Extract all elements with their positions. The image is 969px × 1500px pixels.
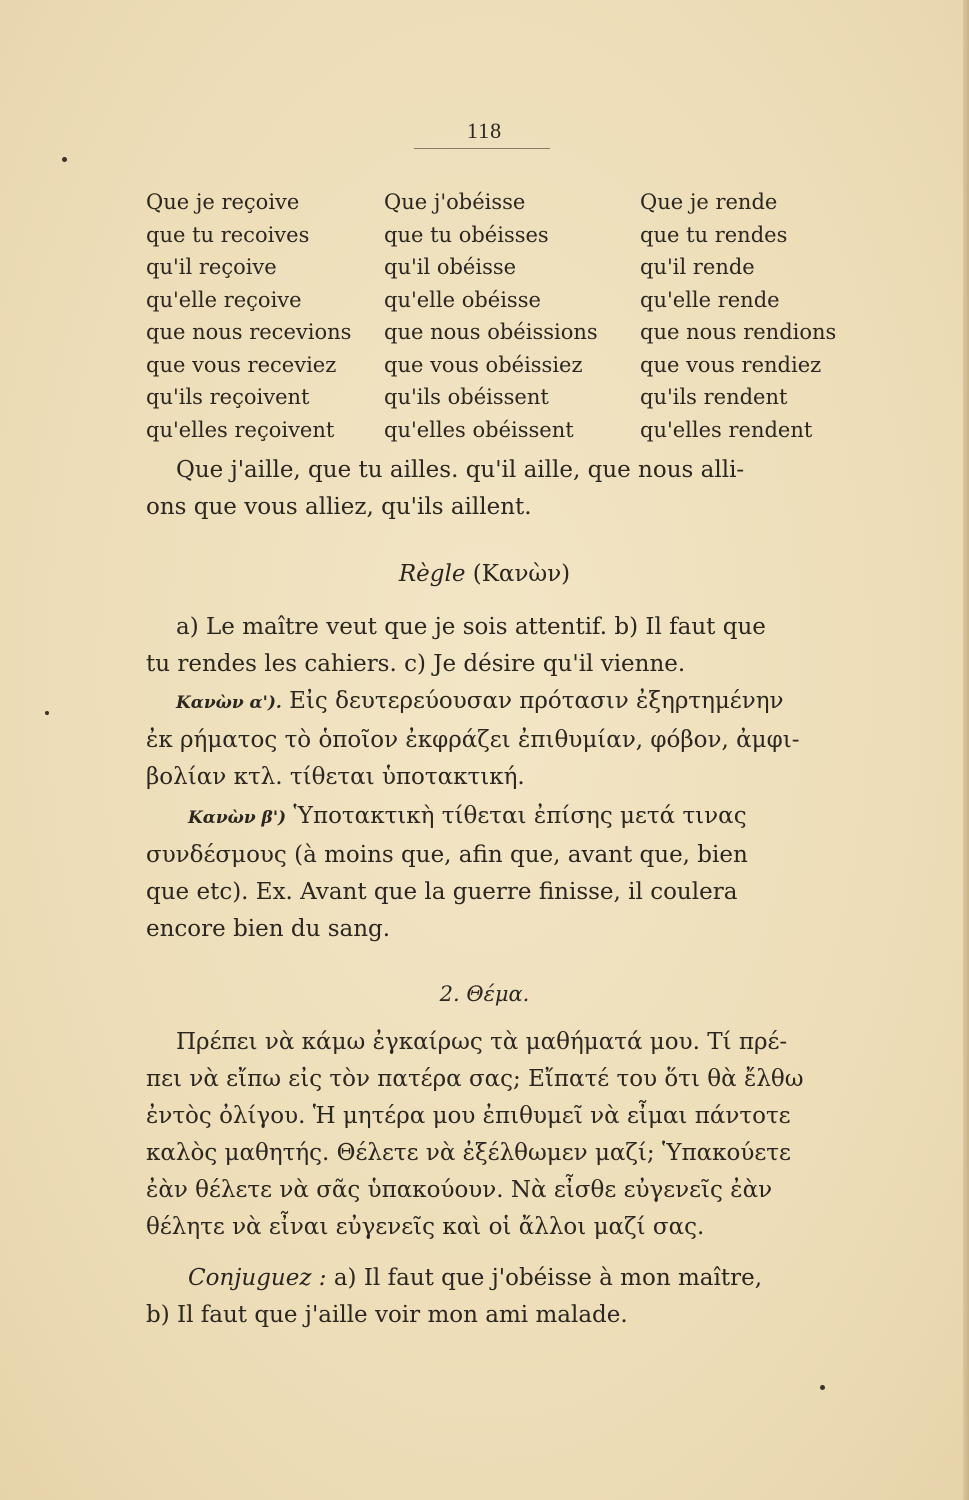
rendre-cell: qu'elles rendent [640,417,813,442]
rendre-cell: qu'elle rende [640,287,780,312]
conjugation-table [146,186,876,446]
conjuguez-label: Conjuguez : [188,1265,327,1291]
obeir-cell: qu'ils obéissent [384,385,549,409]
regle-heading [0,556,969,593]
regle-title: Règle [398,561,466,587]
rule-a-line: βολίαν κτλ. τίθεται ὑποτακτική. [146,764,525,790]
thema-line: πει νὰ εἴπω εἰς τὸν πατέρα σας; Εἴπατέ του ὅτι θὰ ἔλθω [146,1066,804,1092]
recevoir-cell: que nous recevions [146,320,352,344]
thema-paragraph [146,1024,886,1246]
ink-speck [62,157,67,162]
rule-a-paragraph [146,683,886,796]
aller-line: Que j'aille, que tu ailles. qu'il aille, que nous alli- [176,457,745,483]
recevoir-cell: qu'elle reçoive [146,287,302,312]
rule-b-line: encore bien du sang. [146,916,391,942]
rendre-cell: qu'ils rendent [640,385,788,409]
conjugation-row [146,381,876,414]
ink-speck [45,711,49,715]
conjugation-row [146,349,876,382]
rendre-cell: que vous rendiez [640,352,822,377]
page-number: 118 [466,118,503,143]
obeir-cell: que nous obéissions [384,320,598,344]
ink-speck [820,1385,825,1390]
aller-line: ons que vous alliez, qu'ils aillent. [146,494,532,520]
rule-b-label: Κανὼν β') [188,808,287,828]
examples-paragraph [146,609,886,683]
thema-line: θέλητε νὰ εἶναι εὐγενεῖς καὶ οἱ ἄλλοι μαζί σας. [146,1214,705,1240]
rule-b-line: συνδέσμους (à moins que, afin que, avant que, bien [146,842,748,868]
conjuguez-paragraph [146,1260,886,1334]
header-rule [414,148,550,149]
rendre-cell: que nous rendions [640,320,837,344]
thema-line: Πρέπει νὰ κάμω ἐγκαίρως τὰ μαθήματά μου. Τί πρέ- [176,1029,788,1055]
thema-line: καλὸς μαθητής. Θέλετε νὰ ἐξέλθωμεν μαζί; Ὑπακούετε [146,1140,791,1166]
recevoir-cell: qu'elles reçoivent [146,417,335,442]
obeir-cell: que tu obéisses [384,222,549,247]
rendre-cell: Que je rende [640,190,778,214]
conjuguez-line: b) Il faut que j'aille voir mon ami malade. [146,1302,628,1328]
conjugation-row [146,186,876,219]
rule-b-line: Κανὼν β') Ὑποτακτικὴ τίθεται ἐπίσης μετά τινας [188,803,747,829]
thema-line: ἐντὸς ὀλίγου. Ἡ μητέρα μου ἐπιθυμεῖ νὰ εἶμαι πάντοτε [146,1103,791,1129]
recevoir-cell: que vous receviez [146,352,337,377]
conjuguez-line: Conjuguez : a) Il faut que j'obéisse à mon maître, [188,1265,763,1291]
recevoir-cell: que tu recoives [146,222,310,247]
conjugation-row [146,316,876,349]
obeir-cell: Que j'obéisse [384,190,526,214]
conjugation-row [146,251,876,284]
conjugation-row [146,414,876,447]
rule-a-line: Κανὼν α'). Εἰς δευτερεύουσαν πρότασιν ἐξηρτημένην [176,688,784,714]
thema-title: 2. Θέμα. [439,982,530,1006]
rule-a-line: ἐκ ρήματος τὸ ὁποῖον ἐκφράζει ἐπιθυμίαν, φόβον, ἀμφι- [146,727,800,753]
obeir-cell: qu'elle obéisse [384,287,541,312]
obeir-cell: qu'il obéisse [384,255,517,279]
conjugation-row [146,284,876,317]
recevoir-cell: Que je reçoive [146,190,300,214]
example-line: a) Le maître veut que je sois attentif. b) Il faut que [176,614,766,640]
recevoir-cell: qu'il reçoive [146,255,277,279]
rule-b-line: que etc). Ex. Avant que la guerre finisse, il coulera [146,879,738,905]
rule-a-label: Κανὼν α'). [176,693,282,713]
rendre-cell: que tu rendes [640,222,788,247]
page-edge [963,0,969,1500]
regle-greek-title: (Κανὼν) [472,561,571,587]
recevoir-cell: qu'ils reçoivent [146,385,310,409]
thema-line: ἐὰν θέλετε νὰ σᾶς ὑπακούουν. Νὰ εἶσθε εὐγενεῖς ἐὰν [146,1177,773,1203]
aller-paragraph [146,452,886,526]
conjugation-row [146,219,876,252]
obeir-cell: que vous obéissiez [384,352,583,377]
example-line: tu rendes les cahiers. c) Je désire qu'il vienne. [146,651,686,677]
obeir-cell: qu'elles obéissent [384,417,574,442]
rule-b-paragraph [146,798,886,948]
rendre-cell: qu'il rende [640,255,755,279]
